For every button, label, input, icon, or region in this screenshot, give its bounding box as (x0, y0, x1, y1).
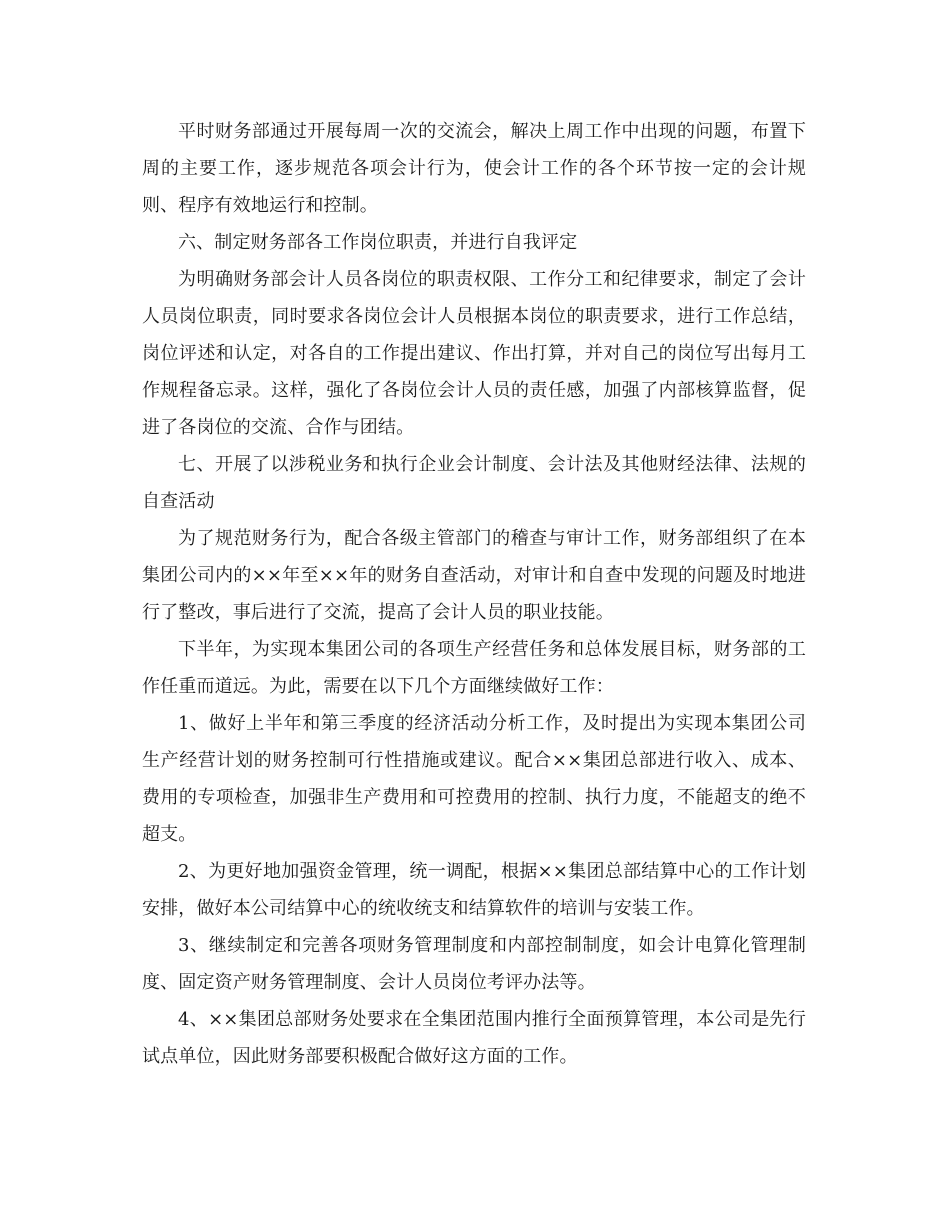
paragraph-job-duties: 为明确财务部会计人员各岗位的职责权限、工作分工和纪律要求，制定了会计人员岗位职责，同时要求各岗位会计人员根据本岗位的职责要求，进行工作总结，岗位评述和认定，对各自的工作提出建议、作出打算，并对自己的岗位写出每月工作规程备忘录。这样，强化了各岗位会计人员的责任感，加强了内部核算监督，促进了各岗位的交流、合作与团结。 (142, 269, 806, 438)
list-item-3: 3、继续制定和完善各项财务管理制度和内部控制制度，如会计电算化管理制度、固定资产财务管理制度、会计人员岗位考评办法等。 (142, 935, 806, 993)
paragraph-self-audit: 为了规范财务行为，配合各级主管部门的稽查与审计工作，财务部组织了在本集团公司内的××年至××年的财务自查活动，对审计和自查中发现的问题及时地进行了整改，事后进行了交流，提高了会计人员的职业技能。 (142, 528, 806, 623)
section-heading-6: 六、制定财务部各工作岗位职责，并进行自我评定 (178, 232, 578, 253)
paragraph-weekly-meeting: 平时财务部通过开展每周一次的交流会，解决上周工作中出现的问题，布置下周的主要工作，逐步规范各项会计行为，使会计工作的各个环节按一定的会计规则、程序有效地运行和控制。 (142, 121, 806, 216)
list-item-2: 2、为更好地加强资金管理，统一调配，根据××集团总部结算中心的工作计划安排，做好本公司结算中心的统收统支和结算软件的培训与安装工作。 (142, 861, 806, 919)
document-body (142, 113, 806, 1075)
list-item-4: 4、××集团总部财务处要求在全集团范围内推行全面预算管理，本公司是先行试点单位，因此财务部要积极配合做好这方面的工作。 (142, 1009, 806, 1067)
list-item-1: 1、做好上半年和第三季度的经济活动分析工作，及时提出为实现本集团公司生产经营计划的财务控制可行性措施或建议。配合××集团总部进行收入、成本、费用的专项检查，加强非生产费用和可控费用的控制、执行力度，不能超支的绝不超支。 (142, 713, 806, 845)
section-heading-7: 七、开展了以涉税业务和执行企业会计制度、会计法及其他财经法律、法规的自查活动 (142, 454, 806, 512)
paragraph-second-half-intro: 下半年，为实现本集团公司的各项生产经营任务和总体发展目标，财务部的工作任重而道远。为此，需要在以下几个方面继续做好工作： (142, 639, 806, 697)
